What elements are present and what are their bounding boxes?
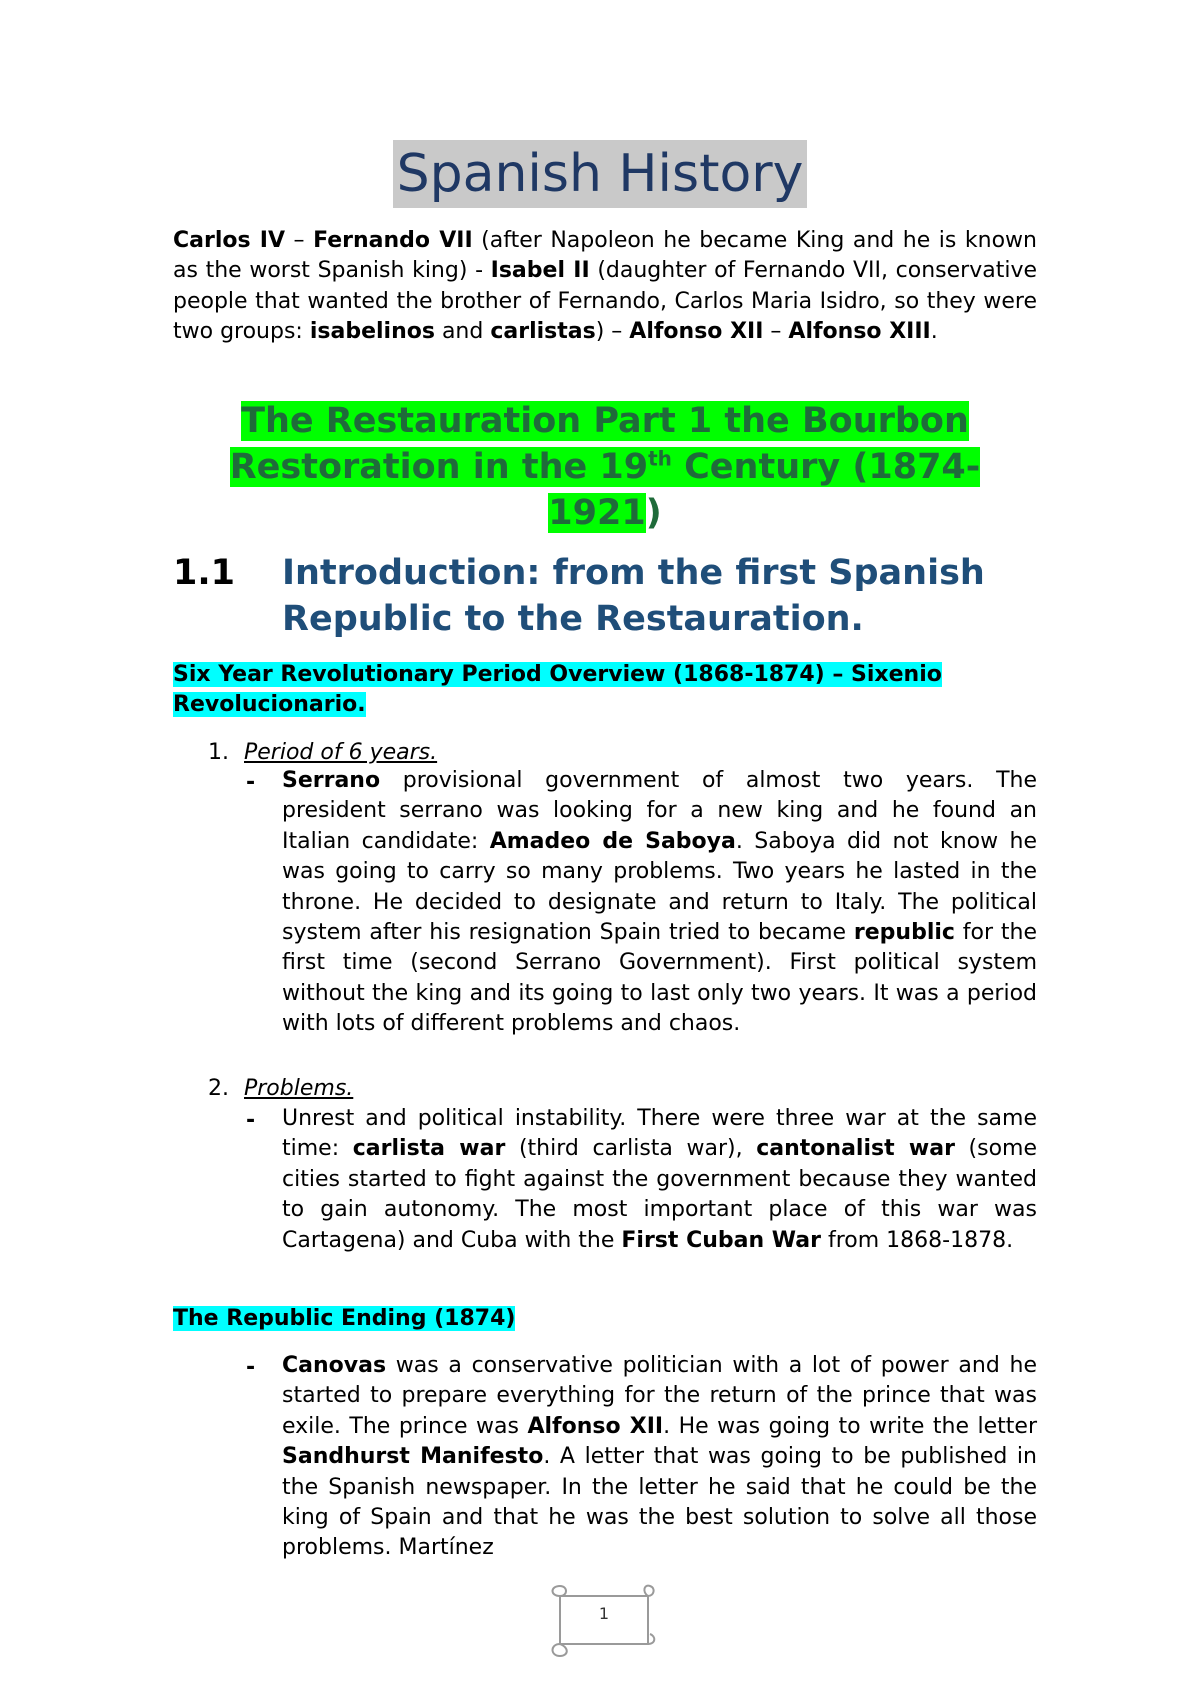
intro-bold: Alfonso XIII [788,319,931,345]
heading-1-line3: 1921 [548,493,646,533]
intro-bold: Alfonso XII [629,319,764,345]
heading-1-sup: th [648,446,672,471]
intro-text: and [434,319,491,345]
list-label: Period of 6 years. [244,740,438,765]
document-title: Spanish History [393,140,808,208]
intro-bold: Carlos IV [173,228,286,253]
intro-text: – [285,228,314,253]
bullet-dash: - [246,1355,256,1380]
title-wrap [0,140,1200,208]
page-number: 1 [598,1604,610,1623]
intro-bold: Isabel II [490,258,590,284]
list-item-period [208,738,437,768]
list-label: Problems. [244,1076,354,1101]
intro-text: – [763,319,789,345]
intro-paragraph [173,226,1037,348]
intro-bold: carlistas [490,319,596,345]
section-heading-sixenio: Six Year Revolutionary Period Overview (1868-1874) – Sixenio Revolucionario. [173,662,942,717]
bullet-dash: - [246,1108,256,1133]
intro-text: (daughter of Fernando VII, conservative people that wanted the brother of Fernando, Carlos Maria Isidro, so they were two groups: [173,258,1037,345]
intro-text: (after Napoleon he became King and he is known as the worst Spanish king) - [173,228,1037,284]
heading-1-close: ) [645,493,662,533]
bullet-text-canovas: Canovas was a conservative politician with a lot of power and he started to prepare everything for the return of the prince that was exile. The prince was Alfonso XII. He was going to write the letter Sandhurst Manifesto. A letter that was going to be published in the Spanish newspaper. In the letter he said that he could be the king of Spain and that he was the best solution to solve all those problems. Martínez [282,1353,1037,1561]
section-heading-republic-ending: The Republic Ending (1874) [173,1306,516,1331]
list-item-problems [208,1074,353,1104]
heading-1-line1: The Restauration Part 1 the Bourbon [241,401,969,441]
bullet-text-serrano: Serrano provisional government of almost two years. The president serrano was looking for a new king and he found an Italian candidate: Amadeo de Saboya. Saboya did not know he was going to carry so many problems. Two years he lasted in the throne. He decided to designate and return to Italy. The political system after his resignation Spain tried to became republic for the first time (second Serrano Government). First political system without the king and its going to last only two years. It was a period with lots of different problems and chaos. [282,768,1038,1037]
heading-2 [173,550,1037,642]
intro-text: ) – [595,319,630,345]
list-number: 1. [208,740,229,765]
bullet-dash: - [246,770,256,795]
heading-2-number: 1.1 [173,553,236,593]
intro-bold: Fernando VII [313,228,473,253]
list-number: 2. [208,1076,229,1101]
page-number-scroll [546,1578,662,1660]
heading-1 [173,398,1037,536]
heading-1-line2b: Century (1874- [671,447,981,487]
intro-text: . [930,319,938,345]
intro-bold: isabelinos [309,319,435,345]
bullet-text-unrest: Unrest and political instability. There were three war at the same time: carlista war (third carlista war), cantonalist war (some cities started to fight against the government because they wanted to gain autonomy. The most important place of this war was Cartagena) and Cuba with the First Cuban War from 1868-1878. [282,1106,1038,1253]
heading-2-text: Introduction: from the first Spanish Republic to the Restauration. [282,553,985,639]
heading-1-line2a: Restoration in the 19 [229,447,649,487]
